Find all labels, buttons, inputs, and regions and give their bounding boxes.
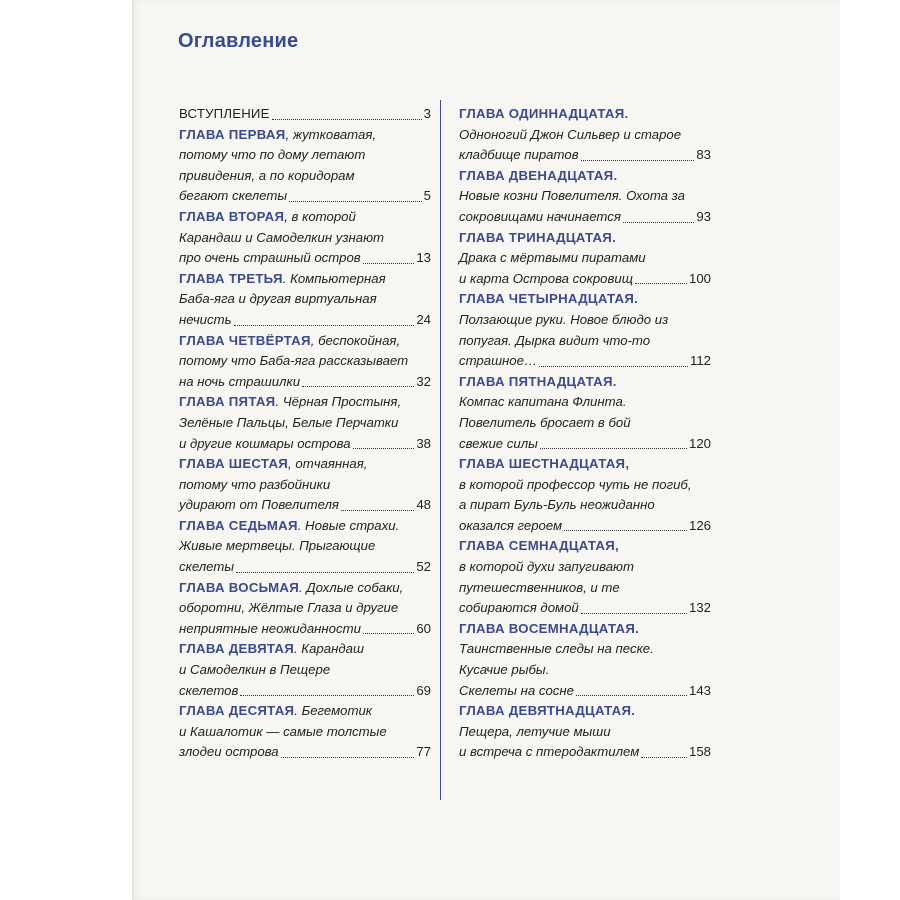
toc-entry	[179, 125, 431, 207]
entry-text: Таинственные следы на песке.	[459, 641, 654, 657]
entry-heading-line	[459, 104, 711, 125]
entry-line	[459, 145, 711, 166]
dot-leader	[576, 695, 687, 696]
dot-leader	[635, 283, 687, 284]
page-number: 132	[688, 600, 711, 616]
chapter-subtitle-start: . Новые страхи.	[297, 517, 400, 533]
chapter-heading: ГЛАВА ДЕСЯТАЯ	[179, 703, 295, 719]
entry-heading-line	[179, 701, 431, 722]
chapter-subtitle-start: , отчаянная,	[288, 456, 368, 472]
page-number: 100	[688, 270, 711, 286]
chapter-subtitle-start: . Компьютерная	[282, 270, 386, 286]
entry-heading-line	[459, 536, 711, 557]
page-number: 83	[696, 147, 711, 163]
page-number: 38	[416, 435, 431, 451]
entry-heading-line	[179, 331, 431, 352]
chapter-heading: ГЛАВА ПЕРВАЯ	[179, 126, 286, 142]
entry-line	[179, 681, 431, 702]
entry-line	[459, 557, 711, 578]
entry-text: злодеи острова	[179, 744, 279, 760]
entry-line	[459, 392, 711, 413]
entry-heading-line	[179, 454, 431, 475]
entry-line	[179, 495, 431, 516]
toc-right-column	[459, 104, 711, 763]
chapter-heading: ГЛАВА ТРЕТЬЯ	[179, 270, 283, 286]
entry-line	[459, 598, 711, 619]
entry-text: удирают от Повелителя	[179, 497, 339, 513]
dot-leader	[363, 633, 414, 634]
chapter-heading: ГЛАВА ДЕВЯТНАДЦАТАЯ.	[459, 703, 636, 719]
entry-text: а пират Буль-Буль неожиданно	[459, 497, 655, 513]
entry-line	[179, 557, 431, 578]
page-number: 143	[688, 682, 711, 698]
entry-heading-line	[179, 639, 431, 660]
toc-entry	[179, 104, 431, 125]
entry-text: оказался героем	[459, 517, 563, 533]
column-divider	[440, 100, 441, 800]
entry-line	[459, 475, 711, 496]
chapter-heading: ГЛАВА ОДИННАДЦАТАЯ.	[459, 106, 629, 121]
entry-line	[459, 516, 711, 537]
entry-line	[179, 660, 431, 681]
chapter-heading: ГЛАВА СЕМНАДЦАТАЯ,	[459, 538, 620, 554]
entry-heading-line	[459, 701, 711, 722]
entry-text: сокровищами начинается	[459, 208, 621, 224]
entry-line	[459, 269, 711, 290]
page-number: 93	[696, 208, 711, 224]
entry-text: привидения, а по коридорам	[179, 167, 355, 183]
entry-text: и Самоделкин в Пещере	[179, 662, 331, 678]
entry-heading-line	[459, 454, 711, 475]
entry-line	[179, 536, 431, 557]
entry-text: потому что Баба-яга рассказывает	[179, 353, 409, 369]
chapter-heading: ГЛАВА ВТОРАЯ	[179, 208, 285, 224]
chapter-heading: ГЛАВА ПЯТАЯ	[179, 394, 276, 410]
toc-left-column	[179, 104, 431, 763]
entry-line	[179, 372, 431, 393]
page-number: 158	[688, 744, 711, 760]
entry-line	[179, 598, 431, 619]
entry-line	[459, 186, 711, 207]
chapter-heading: ГЛАВА ПЯТНАДЦАТАЯ.	[459, 373, 617, 389]
entry-text: бегают скелеты	[179, 188, 288, 204]
entry-text: Ползающие руки. Новое блюдо из	[459, 311, 669, 327]
toc-entry	[179, 516, 431, 578]
chapter-subtitle-start: , беспокойная,	[310, 332, 401, 348]
entry-text: в которой профессор чуть не погиб,	[459, 476, 692, 492]
page-number: 126	[688, 517, 711, 533]
chapter-subtitle-start: , жутковатая,	[285, 126, 377, 142]
chapter-heading: ГЛАВА ЧЕТЫРНАДЦАТАЯ.	[459, 291, 639, 307]
entry-text: Пещера, летучие мыши	[459, 723, 611, 739]
entry-text: Кусачие рыбы.	[459, 662, 550, 678]
entry-text: Повелитель бросает в бой	[459, 414, 631, 430]
entry-heading-line	[459, 372, 711, 393]
entry-line	[459, 248, 711, 269]
entry-line	[459, 125, 711, 146]
entry-text: Баба-яга и другая виртуальная	[179, 291, 377, 307]
entry-text: страшное…	[459, 353, 538, 369]
toc-entry	[179, 578, 431, 640]
page-number: 48	[416, 497, 431, 513]
entry-text: ВСТУПЛЕНИЕ	[179, 106, 270, 121]
entry-line	[459, 310, 711, 331]
entry-line	[459, 639, 711, 660]
dot-leader	[353, 448, 415, 449]
entry-text: скелеты	[179, 559, 235, 575]
entry-text: Зелёные Пальцы, Белые Перчатки	[179, 414, 399, 430]
chapter-subtitle-start: , в которой	[284, 208, 356, 224]
entry-line	[179, 104, 431, 125]
entry-text: неприятные неожиданности	[179, 620, 361, 636]
entry-text: Карандаш и Самоделкин узнают	[179, 229, 384, 245]
entry-heading-line	[459, 289, 711, 310]
dot-leader	[272, 119, 422, 120]
entry-line	[179, 619, 431, 640]
entry-line	[179, 351, 431, 372]
toc-entry	[179, 207, 431, 269]
entry-line	[179, 413, 431, 434]
toc-entry	[179, 269, 431, 331]
entry-text: Живые мертвецы. Прыгающие	[179, 538, 376, 554]
toc-entry	[179, 392, 431, 454]
chapter-heading: ГЛАВА ВОСЬМАЯ	[179, 579, 299, 595]
dot-leader	[236, 572, 414, 573]
page-number: 69	[416, 682, 431, 698]
page-spine	[132, 0, 134, 900]
chapter-subtitle-start: . Бегемотик	[294, 703, 373, 719]
entry-text: в которой духи запугивают	[459, 559, 634, 575]
entry-heading-line	[179, 125, 431, 146]
page-number: 120	[688, 435, 711, 451]
entry-line	[459, 722, 711, 743]
chapter-subtitle-start: . Карандаш	[293, 641, 364, 657]
page-number: 60	[416, 620, 431, 636]
chapter-heading: ГЛАВА ШЕСТАЯ	[179, 456, 289, 472]
entry-line	[459, 413, 711, 434]
entry-text: Драка с мёртвыми пиратами	[459, 250, 646, 266]
page-title: Оглавление	[178, 30, 299, 52]
dot-leader	[581, 613, 687, 614]
entry-text: попугая. Дырка видит что-то	[459, 332, 651, 348]
entry-text: скелетов	[179, 682, 239, 698]
entry-line	[179, 475, 431, 496]
dot-leader	[539, 366, 688, 367]
entry-text: потому что по дому летают	[179, 147, 366, 163]
chapter-heading: ГЛАВА ДВЕНАДЦАТАЯ.	[459, 167, 618, 183]
page-number: 77	[416, 744, 431, 760]
chapter-heading: ГЛАВА СЕДЬМАЯ	[179, 517, 298, 533]
dot-leader	[240, 695, 414, 696]
dot-leader	[581, 160, 695, 161]
entry-text: потому что разбойники	[179, 476, 331, 492]
entry-text: нечисть	[179, 311, 232, 327]
entry-text: собираются домой	[459, 600, 579, 616]
chapter-heading: ГЛАВА ДЕВЯТАЯ	[179, 641, 294, 657]
page-number: 24	[416, 311, 431, 327]
dot-leader	[281, 757, 415, 758]
toc-entry	[459, 166, 711, 228]
entry-text: Компас капитана Флинта.	[459, 394, 627, 410]
entry-line	[179, 434, 431, 455]
entry-line	[459, 331, 711, 352]
dot-leader	[341, 510, 414, 511]
chapter-subtitle-start: . Чёрная Простыня,	[275, 394, 402, 410]
entry-line	[459, 351, 711, 372]
dot-leader	[363, 263, 415, 264]
entry-line	[459, 660, 711, 681]
toc-entry	[179, 639, 431, 701]
entry-text: и Кашалотик — самые толстые	[179, 723, 387, 739]
dot-leader	[302, 386, 414, 387]
entry-line	[459, 681, 711, 702]
chapter-heading: ГЛАВА ТРИНАДЦАТАЯ.	[459, 229, 617, 245]
entry-line	[179, 722, 431, 743]
entry-heading-line	[179, 578, 431, 599]
toc-entry	[179, 331, 431, 393]
toc-entry	[459, 454, 711, 536]
toc-entry	[179, 454, 431, 516]
chapter-heading: ГЛАВА ВОСЕМНАДЦАТАЯ.	[459, 620, 640, 636]
entry-text: Скелеты на сосне	[459, 682, 574, 698]
entry-heading-line	[179, 392, 431, 413]
entry-line	[179, 248, 431, 269]
entry-line	[179, 228, 431, 249]
dot-leader	[623, 222, 694, 223]
page-number: 13	[416, 250, 431, 266]
entry-line	[179, 742, 431, 763]
toc-entry	[459, 536, 711, 618]
chapter-heading: ГЛАВА ЧЕТВЁРТАЯ	[179, 332, 311, 348]
entry-line	[459, 742, 711, 763]
entry-line	[179, 145, 431, 166]
entry-line	[459, 578, 711, 599]
entry-line	[179, 289, 431, 310]
entry-text: про очень страшный остров	[179, 250, 361, 266]
entry-text: кладбище пиратов	[459, 147, 579, 163]
entry-heading-line	[179, 516, 431, 537]
page-number: 52	[416, 559, 431, 575]
dot-leader	[641, 757, 687, 758]
entry-heading-line	[459, 619, 711, 640]
page-number: 3	[423, 106, 431, 121]
entry-text: на ночь страшилки	[179, 373, 301, 389]
page-number: 112	[689, 353, 711, 369]
toc-entry	[459, 289, 711, 371]
entry-line	[459, 434, 711, 455]
entry-heading-line	[179, 207, 431, 228]
entry-line	[179, 186, 431, 207]
toc-entry	[459, 228, 711, 290]
entry-line	[179, 310, 431, 331]
chapter-heading: ГЛАВА ШЕСТНАДЦАТАЯ,	[459, 456, 630, 472]
entry-line	[459, 207, 711, 228]
dot-leader	[564, 530, 687, 531]
entry-text: Новые козни Повелителя. Охота за	[459, 188, 685, 204]
entry-text: и карта Острова сокровищ	[459, 270, 633, 286]
entry-text: Одноногий Джон Сильвер и старое	[459, 126, 682, 142]
entry-text: свежие силы	[459, 435, 538, 451]
dot-leader	[289, 201, 422, 202]
toc-entry	[179, 701, 431, 763]
entry-line	[459, 495, 711, 516]
page-number: 5	[423, 188, 431, 204]
entry-heading-line	[459, 166, 711, 187]
toc-entry	[459, 104, 711, 166]
entry-text: путешественников, и те	[459, 579, 620, 595]
entry-text: и встреча с птеродактилем	[459, 744, 640, 760]
toc-entry	[459, 701, 711, 763]
entry-text: и другие кошмары острова	[179, 435, 351, 451]
dot-leader	[234, 325, 415, 326]
chapter-subtitle-start: . Дохлые собаки,	[299, 579, 404, 595]
page-number: 32	[416, 373, 431, 389]
entry-text: оборотни, Жёлтые Глаза и другие	[179, 600, 399, 616]
toc-entry	[459, 372, 711, 454]
toc-entry	[459, 619, 711, 701]
dot-leader	[540, 448, 687, 449]
entry-heading-line	[179, 269, 431, 290]
entry-heading-line	[459, 228, 711, 249]
entry-line	[179, 166, 431, 187]
